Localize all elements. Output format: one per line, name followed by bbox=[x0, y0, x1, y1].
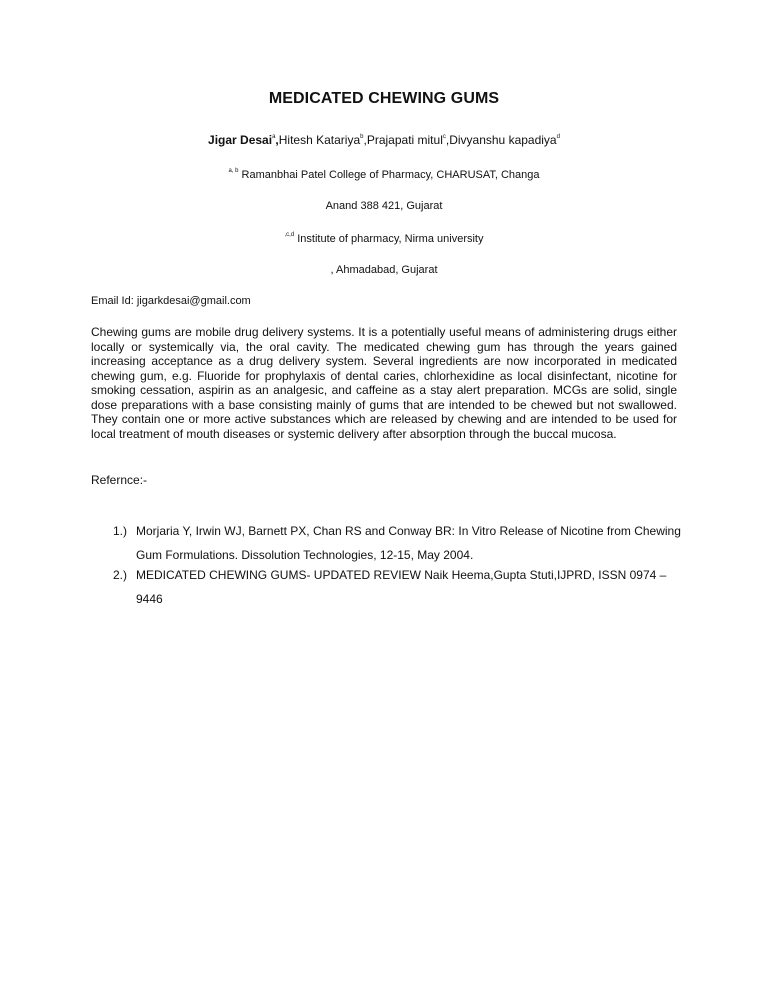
author-list: Jigar Desai$^a$,Hitesh Katariya$^b$,Prajapati mitul$^c$,Divyanshu kapadiya$^d$ bbox=[208, 133, 560, 147]
reference-number: 1.) bbox=[113, 524, 128, 538]
reference-number: 2.) bbox=[113, 568, 128, 582]
author-superscript: c bbox=[442, 134, 446, 140]
reference-text: Morjaria Y, Irwin WJ, Barnett PX, Chan RS and Conway BR: In Vitro Release of Nicotine from Chewing Gum Formulations. Dissolution Technologies, 12-15, May 2004. bbox=[136, 524, 681, 562]
author-name: Divyanshu kapadiya bbox=[449, 133, 557, 147]
author-name: Prajapati mitul bbox=[366, 133, 443, 147]
email-line: Email Id: jigarkdesai@gmail.com bbox=[91, 295, 251, 307]
document-title: MEDICATED CHEWING GUMS bbox=[268, 90, 500, 107]
author-superscript: b bbox=[360, 134, 364, 140]
affiliation-superscript: a, b bbox=[228, 168, 239, 174]
affiliation-line bbox=[0, 200, 768, 212]
affiliation-line bbox=[0, 168, 768, 181]
affiliation-superscript: ,c,d bbox=[284, 232, 295, 238]
references-heading: Refernce:- bbox=[91, 473, 148, 487]
affiliation-text: Ramanbhai Patel College of Pharmacy, CHARUSAT, Changa bbox=[238, 169, 540, 181]
reference-item bbox=[91, 519, 691, 567]
reference-list bbox=[91, 519, 691, 607]
reference-item bbox=[91, 563, 691, 611]
author-superscript: a bbox=[272, 134, 276, 140]
author-superscript: d bbox=[556, 134, 560, 140]
reference-text: MEDICATED CHEWING GUMS- UPDATED REVIEW Naik Heema,Gupta Stuti,IJPRD, ISSN 0974 – 9446 bbox=[136, 568, 667, 606]
abstract-paragraph: Chewing gums are mobile drug delivery systems. It is a potentially useful means of administering drugs either locally or systemically via, the oral cavity. The medicated chewing gum has through the years gained increasing acceptance as a drug delivery system. Several ingredients are now incorporated in medicated chewing gum, e.g. Fluoride for prophylaxis of dental caries, chlorhexidine as local disinfectant, nicotine for smoking cessation, aspirin as an analgesic, and caffeine as a stay alert preparation. MCGs are solid, single dose preparations with a base consisting mainly of gums that are intended to be chewed but not swallowed. They contain one or more active substances which are released by chewing and are intended to be used for local treatment of mouth diseases or systemic delivery after absorption through the buccal mucosa. bbox=[91, 325, 677, 441]
affiliation-text: Institute of pharmacy, Nirma university bbox=[294, 233, 484, 245]
author-name: Hitesh Katariya bbox=[278, 133, 361, 147]
affiliation-text: Anand 388 421, Gujarat bbox=[325, 200, 443, 212]
affiliation-text: , Ahmadabad, Gujarat bbox=[330, 264, 438, 276]
affiliation-line bbox=[0, 264, 768, 276]
author-name: Jigar Desai bbox=[208, 133, 273, 147]
affiliation-line bbox=[0, 232, 768, 245]
